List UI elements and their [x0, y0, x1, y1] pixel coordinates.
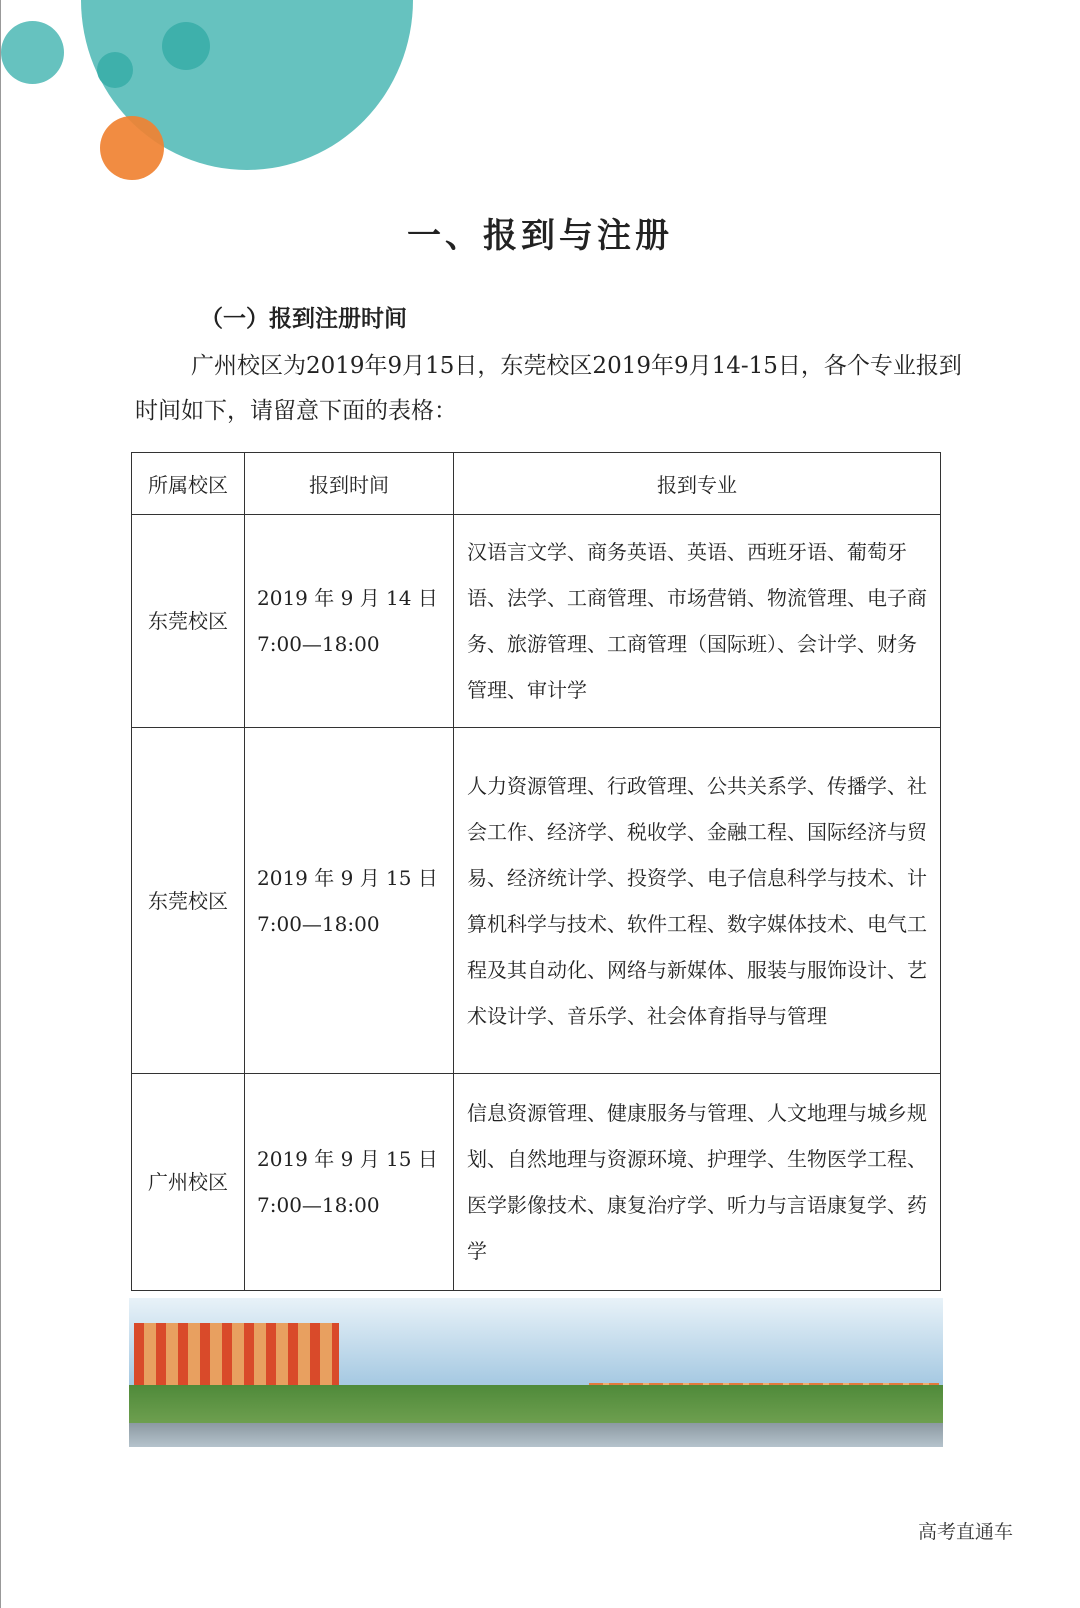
- decor-circle: [97, 52, 133, 88]
- decor-circle-orange: [100, 116, 164, 180]
- cell-campus: 东莞校区: [132, 728, 245, 1074]
- table-row: [132, 1074, 941, 1291]
- cell-time: [245, 515, 454, 728]
- table-header-row: [132, 453, 941, 515]
- cell-time: [245, 728, 454, 1074]
- date: 2019 年 9 月 15 日: [257, 1147, 438, 1171]
- date: 2019 年 9 月 14 日: [257, 586, 438, 610]
- section-subtitle: （一）报到注册时间: [200, 306, 407, 332]
- hours: 7:00—18:00: [257, 911, 380, 936]
- watermark: 高考直通车: [918, 1521, 1014, 1543]
- decor-circle: [1, 21, 64, 84]
- intro-paragraph: 广州校区为2019年9月15日，东莞校区2019年9月14-15日，各个专业报到时间如下，请留意下面的表格：: [135, 353, 962, 424]
- campus-photo: [129, 1298, 943, 1447]
- header-majors: 报到专业: [454, 453, 941, 515]
- water: [129, 1423, 943, 1447]
- date: 2019 年 9 月 15 日: [257, 865, 438, 890]
- registration-table: [131, 452, 941, 1291]
- cell-time: [245, 1074, 454, 1291]
- table-row: [132, 515, 941, 728]
- hours: 7:00—18:00: [257, 632, 380, 656]
- table-row: [132, 728, 941, 1074]
- cell-majors: 信息资源管理、健康服务与管理、人文地理与城乡规划、自然地理与资源环境、护理学、生物医学工程、医学影像技术、康复治疗学、听力与言语康复学、药学: [454, 1074, 941, 1291]
- decor-circle: [162, 22, 210, 70]
- cell-campus: 东莞校区: [132, 515, 245, 728]
- page-title: 一、报到与注册: [407, 216, 673, 256]
- header-time: 报到时间: [245, 453, 454, 515]
- header-campus: 所属校区: [132, 453, 245, 515]
- cell-majors: 汉语言文学、商务英语、英语、西班牙语、葡萄牙语、法学、工商管理、市场营销、物流管理、电子商务、旅游管理、工商管理（国际班）、会计学、财务管理、审计学: [454, 515, 941, 728]
- cell-campus: 广州校区: [132, 1074, 245, 1291]
- cell-majors: 人力资源管理、行政管理、公共关系学、传播学、社会工作、经济学、税收学、金融工程、国际经济与贸易、经济统计学、投资学、电子信息科学与技术、计算机科学与技术、软件工程、数字媒体技术、电气工程及其自动化、网络与新媒体、服装与服饰设计、艺术设计学、音乐学、社会体育指导与管理: [454, 728, 941, 1074]
- hours: 7:00—18:00: [257, 1193, 380, 1217]
- trees: [129, 1385, 943, 1425]
